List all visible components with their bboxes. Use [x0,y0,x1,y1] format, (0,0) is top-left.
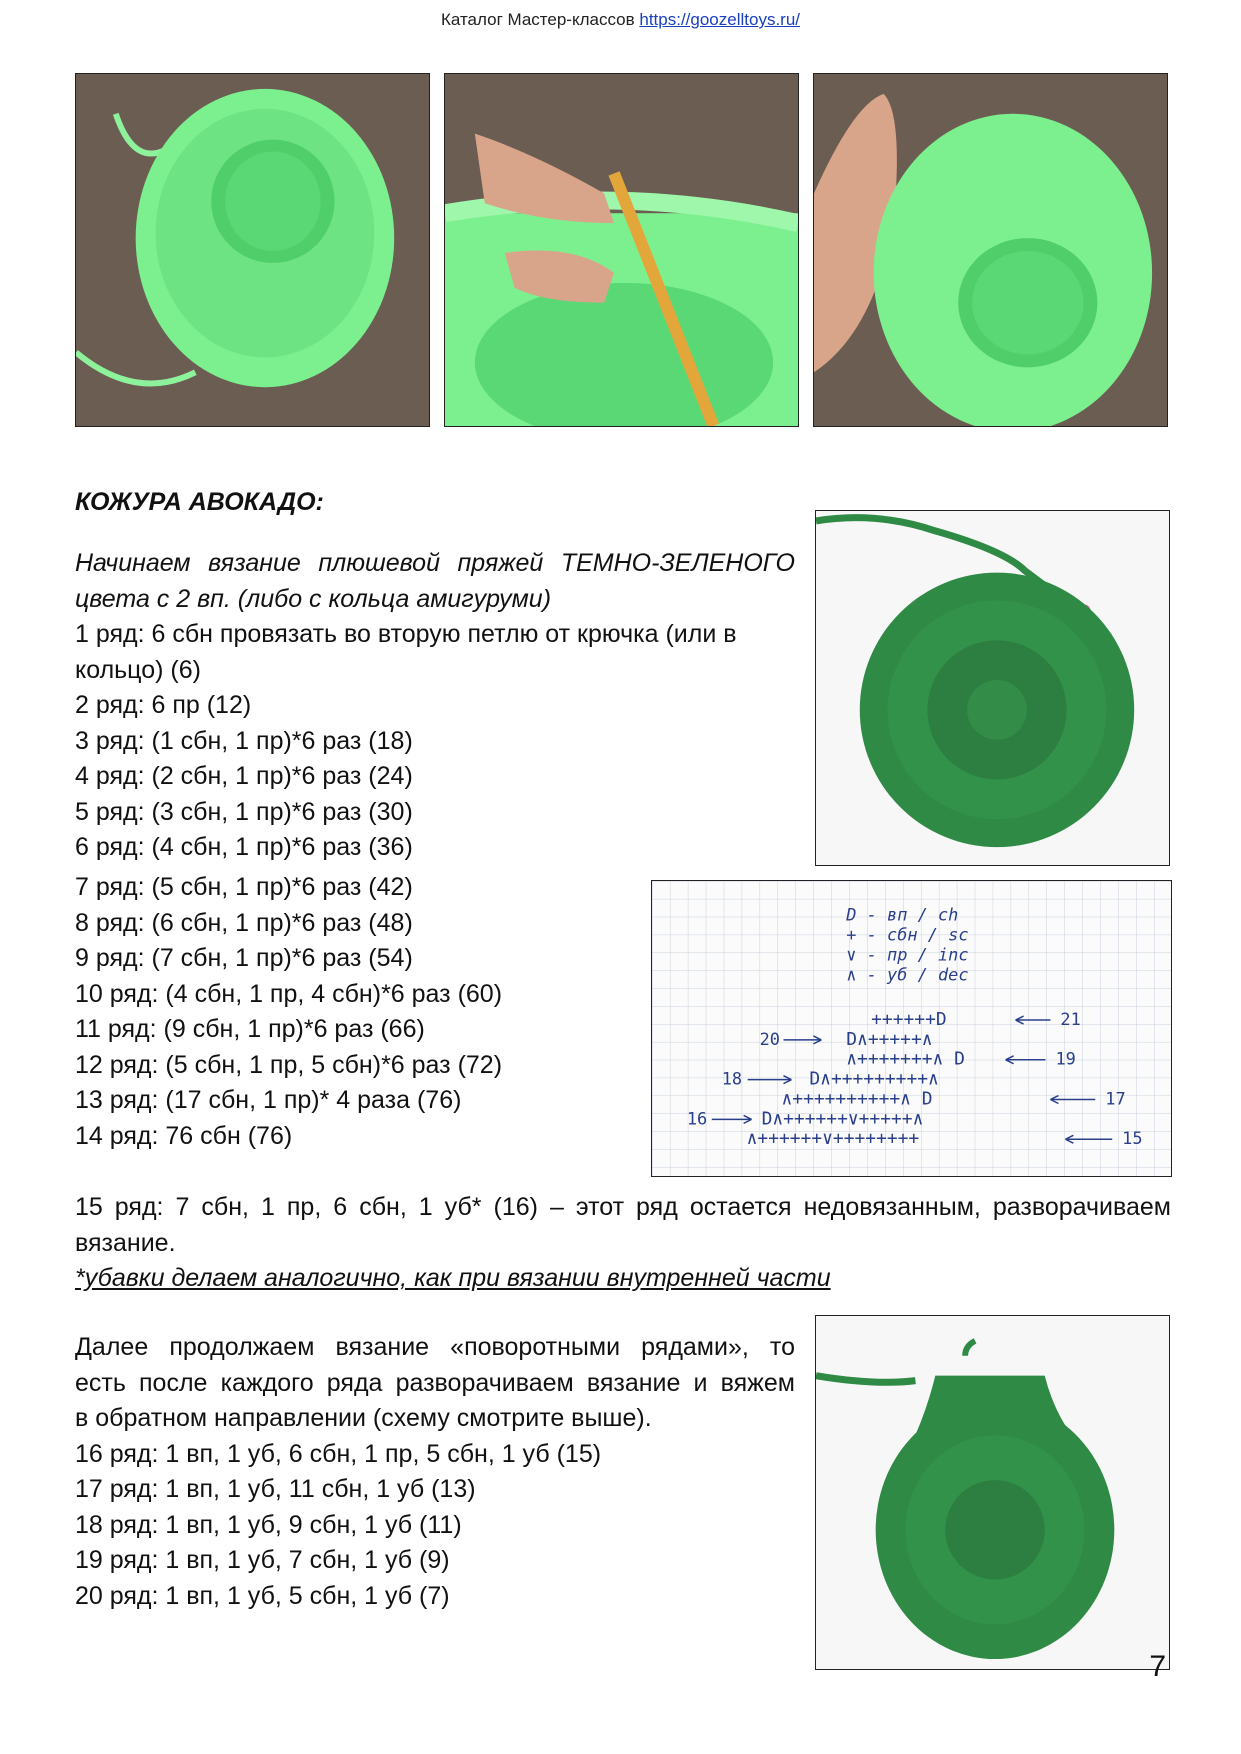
row-line: кольцо) (6) [75,655,201,684]
diagram-row-18: D∧+++++++++∧ [809,1068,939,1090]
turning-line-3: в обратном направлении (схему смотрите выше). [75,1404,652,1432]
row-line: 9 ряд: (7 сбн, 1 пр)*6 раз (54) [75,944,413,972]
pattern-block-a [75,546,795,866]
label-21: 21 [1060,1009,1081,1030]
photo-inner-part-top [75,73,430,427]
page-header [0,10,1241,30]
row15-line-1: 15 ряд: 7 сбн, 1 пр, 6 сбн, 1 уб* (16) – этот ряд остается недовязанным, разворачиваем [75,1193,1171,1221]
legend-ch: D - вп / ch [846,904,959,925]
row-line: 8 ряд: (6 сбн, 1 пр)*6 раз (48) [75,908,413,937]
row-line: 4 ряд: (2 сбн, 1 пр)*6 раз (24) [75,762,413,790]
row-line: 12 ряд: (5 сбн, 1 пр, 5 сбн)*6 раз (72) [75,1050,503,1079]
row-line: 10 ряд: (4 сбн, 1 пр, 4 сбн)*6 раз (60) [75,979,503,1008]
row-line: 19 ряд: 1 вп, 1 уб, 7 сбн, 1 уб (9) [75,1546,450,1574]
photo-dark-peel [815,1315,1170,1670]
pattern-block-c [75,1330,795,1614]
catalog-label: Каталог Мастер-классов [440,10,640,29]
label-17: 17 [1105,1088,1126,1109]
row-line: 17 ряд: 1 вп, 1 уб, 11 сбн, 1 уб (13) [75,1475,476,1503]
row-line: 7 ряд: (5 сбн, 1 пр)*6 раз (42) [75,873,413,901]
row-line: 1 ряд: 6 сбн провязать во вторую петлю от крючка (или в [75,620,737,648]
legend-sc: + - сбн / sc [846,924,969,945]
turning-line-1: Далее продолжаем вязание «поворотными рядами», то [75,1333,795,1361]
intro-line-1: Начинаем вязание плюшевой пряжей ТЕМНО-ЗЕЛЕНОГО [75,549,795,577]
label-20: 20 [759,1028,780,1049]
legend-dec: ∧ - уб / dec [846,964,969,985]
page-number: 7 [1149,1650,1166,1683]
diagram-row-16: D∧++++++∨+++++∧ [761,1108,924,1130]
row15-line-2: вязание. [75,1228,176,1257]
legend-inc: ∨ - пр / inc [846,944,969,965]
row15-block [75,1190,1171,1297]
photo-inner-part-hand [813,73,1168,427]
stitch-diagram [651,880,1172,1177]
row-line: 11 ряд: (9 сбн, 1 пр)*6 раз (66) [75,1015,425,1043]
row-line: 16 ряд: 1 вп, 1 уб, 6 сбн, 1 пр, 5 сбн, 1 уб (15) [75,1439,602,1468]
section-title: КОЖУРА АВОКАДО: [75,488,324,516]
pattern-block-b [75,870,635,1154]
turning-line-2: есть после каждого ряда разворачиваем вязание и вяжем [75,1368,795,1397]
diagram-row-17: ∧++++++++++∧ D [781,1088,933,1110]
intro-line-2: цвета с 2 вп. (либо с кольца амигуруми) [75,584,552,613]
row-line: 14 ряд: 76 сбн (76) [75,1121,293,1150]
photo-hook-joining [444,73,799,427]
site-link[interactable]: https://goozelltoys.ru/ [639,10,801,29]
photo-dark-circle [815,510,1170,866]
label-18: 18 [721,1068,743,1089]
row-line: 3 ряд: (1 сбн, 1 пр)*6 раз (18) [75,726,413,755]
diagram-row-20: D∧+++++∧ [846,1028,933,1050]
label-16: 16 [686,1108,708,1129]
row-line: 13 ряд: (17 сбн, 1 пр)* 4 раза (76) [75,1086,462,1114]
row-line: 5 ряд: (3 сбн, 1 пр)*6 раз (30) [75,797,413,826]
diagram-row-19: ∧+++++++∧ D [846,1048,965,1070]
row-line: 6 ряд: (4 сбн, 1 пр)*6 раз (36) [75,833,413,861]
label-15: 15 [1122,1128,1143,1149]
row-line: 2 ряд: 6 пр (12) [75,691,252,719]
diagram-row-21: ++++++D [871,1009,947,1031]
diagram-row-15: ∧++++++∨++++++++ [746,1128,920,1150]
row-line: 20 ряд: 1 вп, 1 уб, 5 сбн, 1 уб (7) [75,1581,450,1610]
decrease-note: *убавки делаем аналогично, как при вязании внутренней части [75,1264,831,1292]
label-19: 19 [1055,1048,1076,1069]
row-line: 18 ряд: 1 вп, 1 уб, 9 сбн, 1 уб (11) [75,1510,462,1539]
